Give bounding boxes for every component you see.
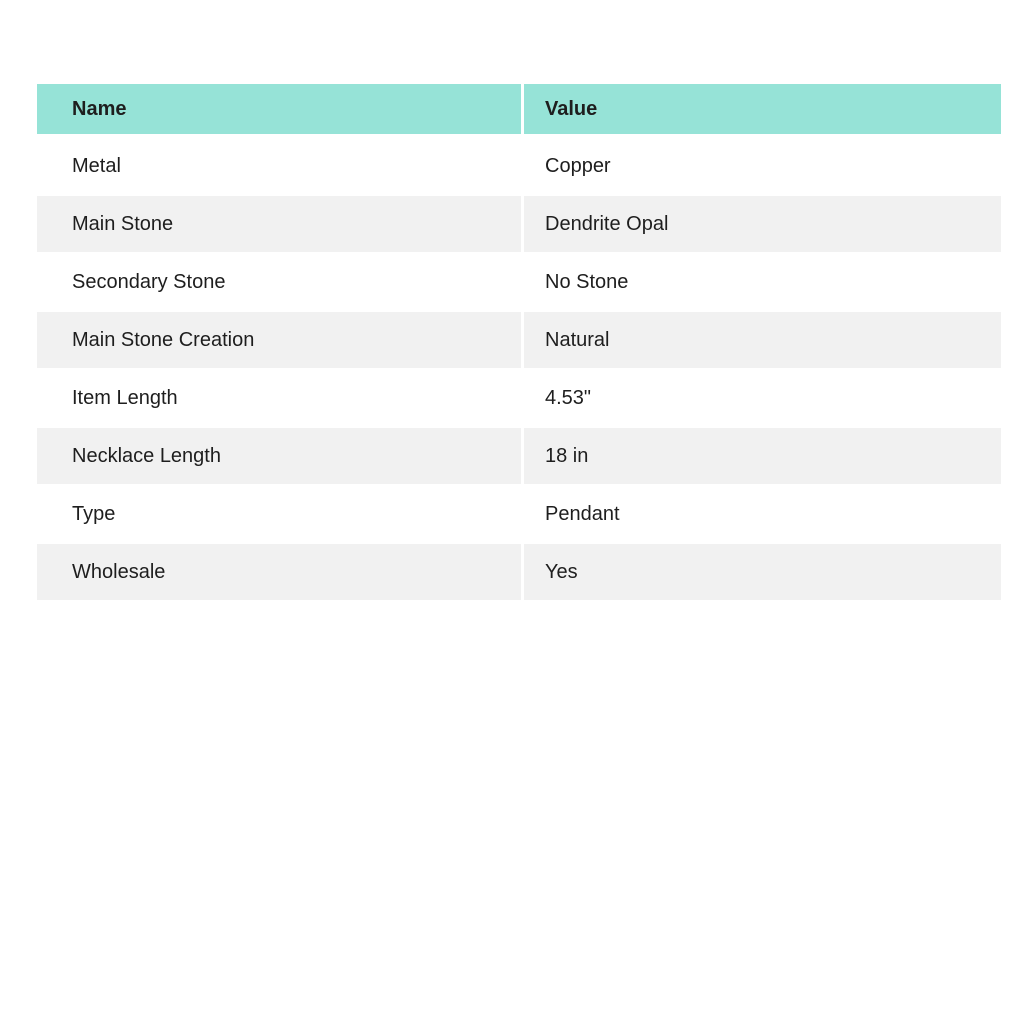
row-name-cell: Type	[37, 486, 521, 542]
table-row	[37, 486, 1001, 542]
row-value-cell: Pendant	[524, 486, 1001, 542]
table-row	[37, 544, 1001, 600]
table-row	[37, 312, 1001, 368]
row-value-cell: 4.53"	[524, 370, 1001, 426]
table-row	[37, 254, 1001, 310]
row-value-cell: 18 in	[524, 428, 1001, 484]
table-row	[37, 370, 1001, 426]
table-header-row	[37, 84, 1001, 134]
table-row	[37, 196, 1001, 252]
row-value-cell: No Stone	[524, 254, 1001, 310]
row-name-cell: Wholesale	[37, 544, 521, 600]
row-value-cell: Copper	[524, 138, 1001, 194]
row-value-cell: Natural	[524, 312, 1001, 368]
table-row	[37, 138, 1001, 194]
row-name-cell: Metal	[37, 138, 521, 194]
table-row	[37, 428, 1001, 484]
row-name-cell: Necklace Length	[37, 428, 521, 484]
row-value-cell: Dendrite Opal	[524, 196, 1001, 252]
row-name-cell: Secondary Stone	[37, 254, 521, 310]
item-specifics-table	[37, 84, 1001, 602]
row-name-cell: Item Length	[37, 370, 521, 426]
header-value-column: Value	[524, 84, 1001, 134]
row-name-cell: Main Stone	[37, 196, 521, 252]
header-name-column: Name	[37, 84, 521, 134]
row-value-cell: Yes	[524, 544, 1001, 600]
row-name-cell: Main Stone Creation	[37, 312, 521, 368]
